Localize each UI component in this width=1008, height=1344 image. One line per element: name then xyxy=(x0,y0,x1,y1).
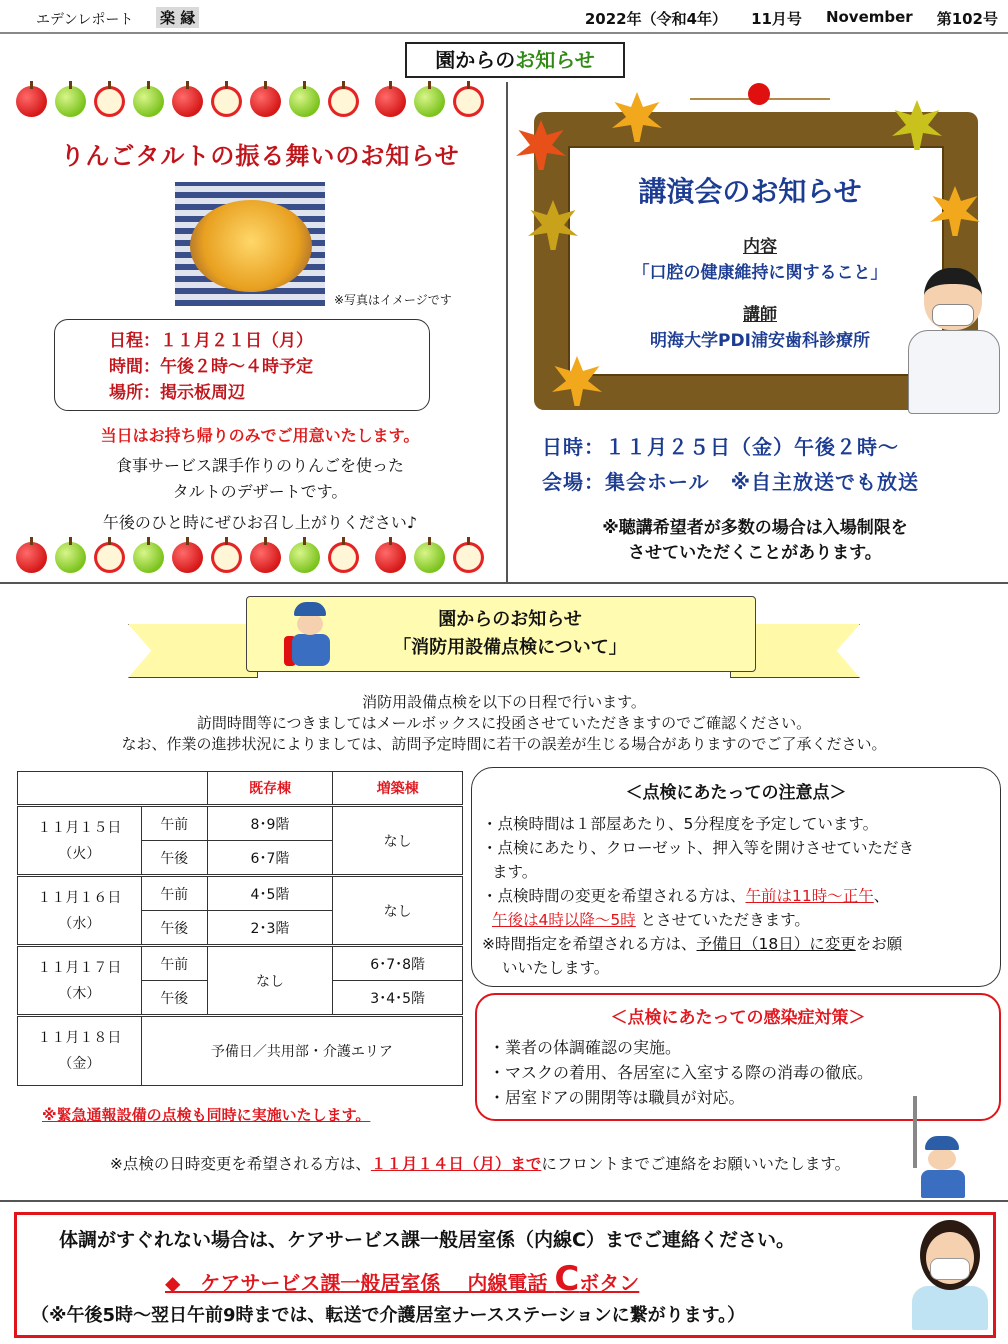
caution-line: いいたします。 xyxy=(502,959,610,977)
existing-floor-cell: なし xyxy=(207,946,333,1016)
nurse-illustration xyxy=(900,1214,992,1332)
lecture-when: 日時：１１月２５日（金）午後２時～ xyxy=(542,435,899,459)
contact-extension-text: ◆ ケアサービス課一般居室係 内線電話 xyxy=(165,1271,555,1295)
period-cell: 午前 xyxy=(141,806,207,841)
infection-item: ・業者の体調確認の実施。 xyxy=(489,1038,682,1057)
tart-invitation: 午後のひと時にぜひお召し上がりください♪ xyxy=(102,513,418,532)
apple-icon xyxy=(289,542,320,573)
tart-date: 日程：１１月２１日（月） xyxy=(109,331,313,351)
tart-photo xyxy=(175,182,325,306)
issue-year: 2022年（令和4年） xyxy=(584,10,728,28)
tart-description xyxy=(30,453,490,505)
table-row xyxy=(18,1016,463,1086)
tart-image xyxy=(190,200,312,292)
apple-icon xyxy=(16,542,47,573)
contact-extension xyxy=(165,1259,639,1299)
tart-place: 場所：掲示板周辺 xyxy=(109,383,245,403)
annex-floor-cell: なし xyxy=(333,876,463,946)
nurse-mask xyxy=(930,1258,970,1280)
tart-description-line: 食事サービス課手作りのりんごを使った xyxy=(115,456,404,475)
apple-slice-icon xyxy=(94,542,125,573)
table-row xyxy=(18,806,463,841)
section-tab-prefix: 園からの xyxy=(435,48,516,72)
inspection-schedule-table xyxy=(17,771,463,1086)
afternoon-window: 午後は4時以降～5時 xyxy=(492,911,636,929)
apple-icon xyxy=(133,86,164,117)
schedule-change-note xyxy=(40,1152,920,1174)
apple-icon xyxy=(289,86,320,117)
banner-line: 「消防用設備点検について」 xyxy=(393,637,627,658)
page-header xyxy=(0,0,1008,34)
annex-floor-cell: なし xyxy=(333,806,463,876)
apple-slice-icon xyxy=(94,86,125,117)
tart-title: りんごタルトの振る舞いのお知らせ xyxy=(60,142,460,170)
photo-note: ※写真はイメージです xyxy=(334,293,452,307)
weekday-text: （木） xyxy=(58,985,101,1002)
period-cell: 午後 xyxy=(141,911,207,946)
inspector-face xyxy=(297,613,323,635)
apple-slice-icon xyxy=(453,542,484,573)
caution-line xyxy=(482,884,992,908)
date-cell xyxy=(18,876,142,946)
table-header-blank xyxy=(18,772,208,806)
caution-text: をお願 xyxy=(855,935,903,953)
banner-title xyxy=(340,606,680,662)
contact-line: 体調がすぐれない場合は、ケアサービス課一般居室係（内線C）までご連絡ください。 xyxy=(59,1229,795,1251)
date-text: １１月１７日 xyxy=(37,959,122,976)
table-row xyxy=(18,946,463,981)
inspector-illustration xyxy=(288,600,332,668)
caution-line: ・点検にあたり、クローゼット、押入等を開けさせていただき xyxy=(482,839,914,857)
intro-line: なお、作業の進捗状況によりましては、訪問予定時間に若干の誤差が生じる場合がありますのでご了承ください。 xyxy=(121,735,887,753)
lecture-content: 「口腔の健康維持に関すること」 xyxy=(632,263,888,283)
lecture-note-line: ※聴講希望者が多数の場合は入場制限を xyxy=(602,518,908,538)
weekday-text: （水） xyxy=(58,915,101,932)
section-tab-highlight: お知らせ xyxy=(515,48,595,72)
banner-line: 園からのお知らせ xyxy=(438,609,582,630)
lecture-schedule xyxy=(542,430,919,500)
change-text: にフロントまでご連絡をお願いいたします。 xyxy=(541,1155,851,1173)
date-cell xyxy=(18,946,142,1016)
apple-row-bottom xyxy=(16,542,484,573)
inspection-intro xyxy=(0,692,1008,755)
apple-icon xyxy=(172,542,203,573)
caution-body xyxy=(482,812,992,980)
emergency-system-note: ※緊急通報設備の点検も同時に実施いたします。 xyxy=(42,1106,371,1124)
infection-item: ・居室ドアの開閉等は職員が対応。 xyxy=(489,1088,745,1107)
apple-icon xyxy=(250,542,281,573)
apple-icon xyxy=(414,542,445,573)
dentist-body xyxy=(908,330,1000,414)
reserve-day-change: 予備日（18日）に変更 xyxy=(696,935,856,953)
morning-window: 午前は11時～正午 xyxy=(745,887,874,905)
inspector-suit xyxy=(921,1170,965,1198)
pushpin-icon xyxy=(748,83,770,105)
lecture-speaker-label: 講師 xyxy=(743,305,777,325)
date-cell xyxy=(18,1016,142,1086)
after-hours-note: （※午後5時～翌日午前9時までは、転送で介護居室ナースステーションに繋がります。） xyxy=(31,1305,746,1326)
apple-icon xyxy=(250,86,281,117)
nurse-body xyxy=(912,1286,988,1330)
change-text: ※点検の日時変更を希望される方は、 xyxy=(109,1155,371,1173)
inspector-cap xyxy=(925,1136,959,1150)
date-text: １１月１５日 xyxy=(37,819,122,836)
apple-slice-icon xyxy=(211,86,242,117)
inspector-suit xyxy=(292,634,330,666)
section-tab xyxy=(405,42,625,78)
contact-extension-text: ボタン xyxy=(579,1271,640,1295)
annex-floor-cell: 3･4･5階 xyxy=(333,981,463,1016)
inspection-pole xyxy=(913,1096,917,1168)
table-header-row xyxy=(18,772,463,806)
contact-footer xyxy=(14,1212,996,1338)
inspection-caution-box xyxy=(471,767,1001,987)
section-divider xyxy=(0,1200,1008,1202)
dentist-illustration xyxy=(900,268,1000,416)
extension-letter: C xyxy=(554,1259,580,1299)
existing-floor-cell: 2･3階 xyxy=(207,911,333,946)
apple-icon xyxy=(375,86,406,117)
apple-icon xyxy=(172,86,203,117)
apple-icon xyxy=(414,86,445,117)
annex-floor-cell: 6･7･8階 xyxy=(333,946,463,981)
date-cell xyxy=(18,806,142,876)
apple-icon xyxy=(133,542,164,573)
apple-icon xyxy=(55,542,86,573)
change-deadline: １１月１４日（月）まで xyxy=(370,1155,542,1173)
caution-text: とさせていただきます。 xyxy=(640,911,810,929)
inspector-with-pole-illustration xyxy=(905,1096,973,1200)
section-divider xyxy=(0,582,1008,584)
lecture-content-label: 内容 xyxy=(743,237,777,257)
intro-line: 訪問時間等につきましてはメールボックスに投函させていただきますのでご確認ください。 xyxy=(196,714,812,732)
existing-floor-cell: 6･7階 xyxy=(207,841,333,876)
inspector-face xyxy=(928,1148,956,1170)
period-cell: 午前 xyxy=(141,946,207,981)
lecture-note xyxy=(520,516,990,566)
lecture-where: 会場：集会ホール ※自主放送でも放送 xyxy=(542,470,920,494)
apple-icon xyxy=(55,86,86,117)
table-header-annex: 増築棟 xyxy=(333,772,463,806)
infection-title: ＜点検にあたっての感染症対策＞ xyxy=(610,1008,866,1028)
caution-line xyxy=(482,908,992,932)
apple-slice-icon xyxy=(328,86,359,117)
magazine-name: 楽 縁 xyxy=(156,7,199,28)
apple-slice-icon xyxy=(328,542,359,573)
infection-item: ・マスクの着用、各居室に入室する際の消毒の徹底。 xyxy=(489,1063,874,1082)
lecture-title: 講演会のお知らせ xyxy=(638,175,862,208)
issue-month-en: November xyxy=(825,8,913,26)
issue-month: 11月号 xyxy=(751,10,802,28)
date-text: １１月１８日 xyxy=(37,1030,122,1046)
caution-line: ます。 xyxy=(492,863,538,881)
caution-line xyxy=(482,932,992,956)
infection-body xyxy=(489,1035,873,1110)
existing-floor-cell: 4･5階 xyxy=(207,876,333,911)
apple-icon xyxy=(16,86,47,117)
apple-slice-icon xyxy=(211,542,242,573)
tart-description-line: タルトのデザートです。 xyxy=(172,482,348,501)
tart-time: 時間：午後２時～４時予定 xyxy=(109,357,313,377)
takeout-note: 当日はお持ち帰りのみでご用意いたします。 xyxy=(100,426,420,445)
existing-floor-cell: 8･9階 xyxy=(207,806,333,841)
reserve-day-cell: 予備日／共用部・介護エリア xyxy=(141,1016,462,1086)
tart-schedule-box xyxy=(54,319,430,411)
inspector-cap xyxy=(294,602,326,616)
banner-ribbon-left xyxy=(128,606,258,678)
period-cell: 午後 xyxy=(141,981,207,1016)
intro-line: 消防用設備点検を以下の日程で行います。 xyxy=(362,693,646,711)
apple-slice-icon xyxy=(453,86,484,117)
table-header-existing: 既存棟 xyxy=(207,772,333,806)
weekday-text: （金） xyxy=(58,1056,101,1072)
report-name: エデンレポート xyxy=(36,12,134,28)
issue-info xyxy=(585,8,998,29)
table-row xyxy=(18,876,463,911)
date-text: １１月１６日 xyxy=(37,889,122,906)
period-cell: 午後 xyxy=(141,841,207,876)
apple-icon xyxy=(375,542,406,573)
caution-text: 、 xyxy=(873,887,890,905)
caution-line: ・点検時間は１部屋あたり、5分程度を予定しています。 xyxy=(482,815,879,833)
caution-title: ＜点検にあたっての注意点＞ xyxy=(625,783,847,803)
apple-row-top xyxy=(16,86,484,117)
period-cell: 午前 xyxy=(141,876,207,911)
caution-text: ・点検時間の変更を希望される方は、 xyxy=(482,887,746,905)
dentist-mask xyxy=(932,304,974,326)
lecture-speaker: 明海大学PDI浦安歯科診療所 xyxy=(650,331,870,351)
lecture-note-line: させていただくことがあります。 xyxy=(628,543,882,563)
column-divider xyxy=(506,82,508,582)
issue-number: 第102号 xyxy=(936,10,998,28)
weekday-text: （火） xyxy=(58,845,101,862)
caution-text: ※時間指定を希望される方は、 xyxy=(482,935,697,953)
